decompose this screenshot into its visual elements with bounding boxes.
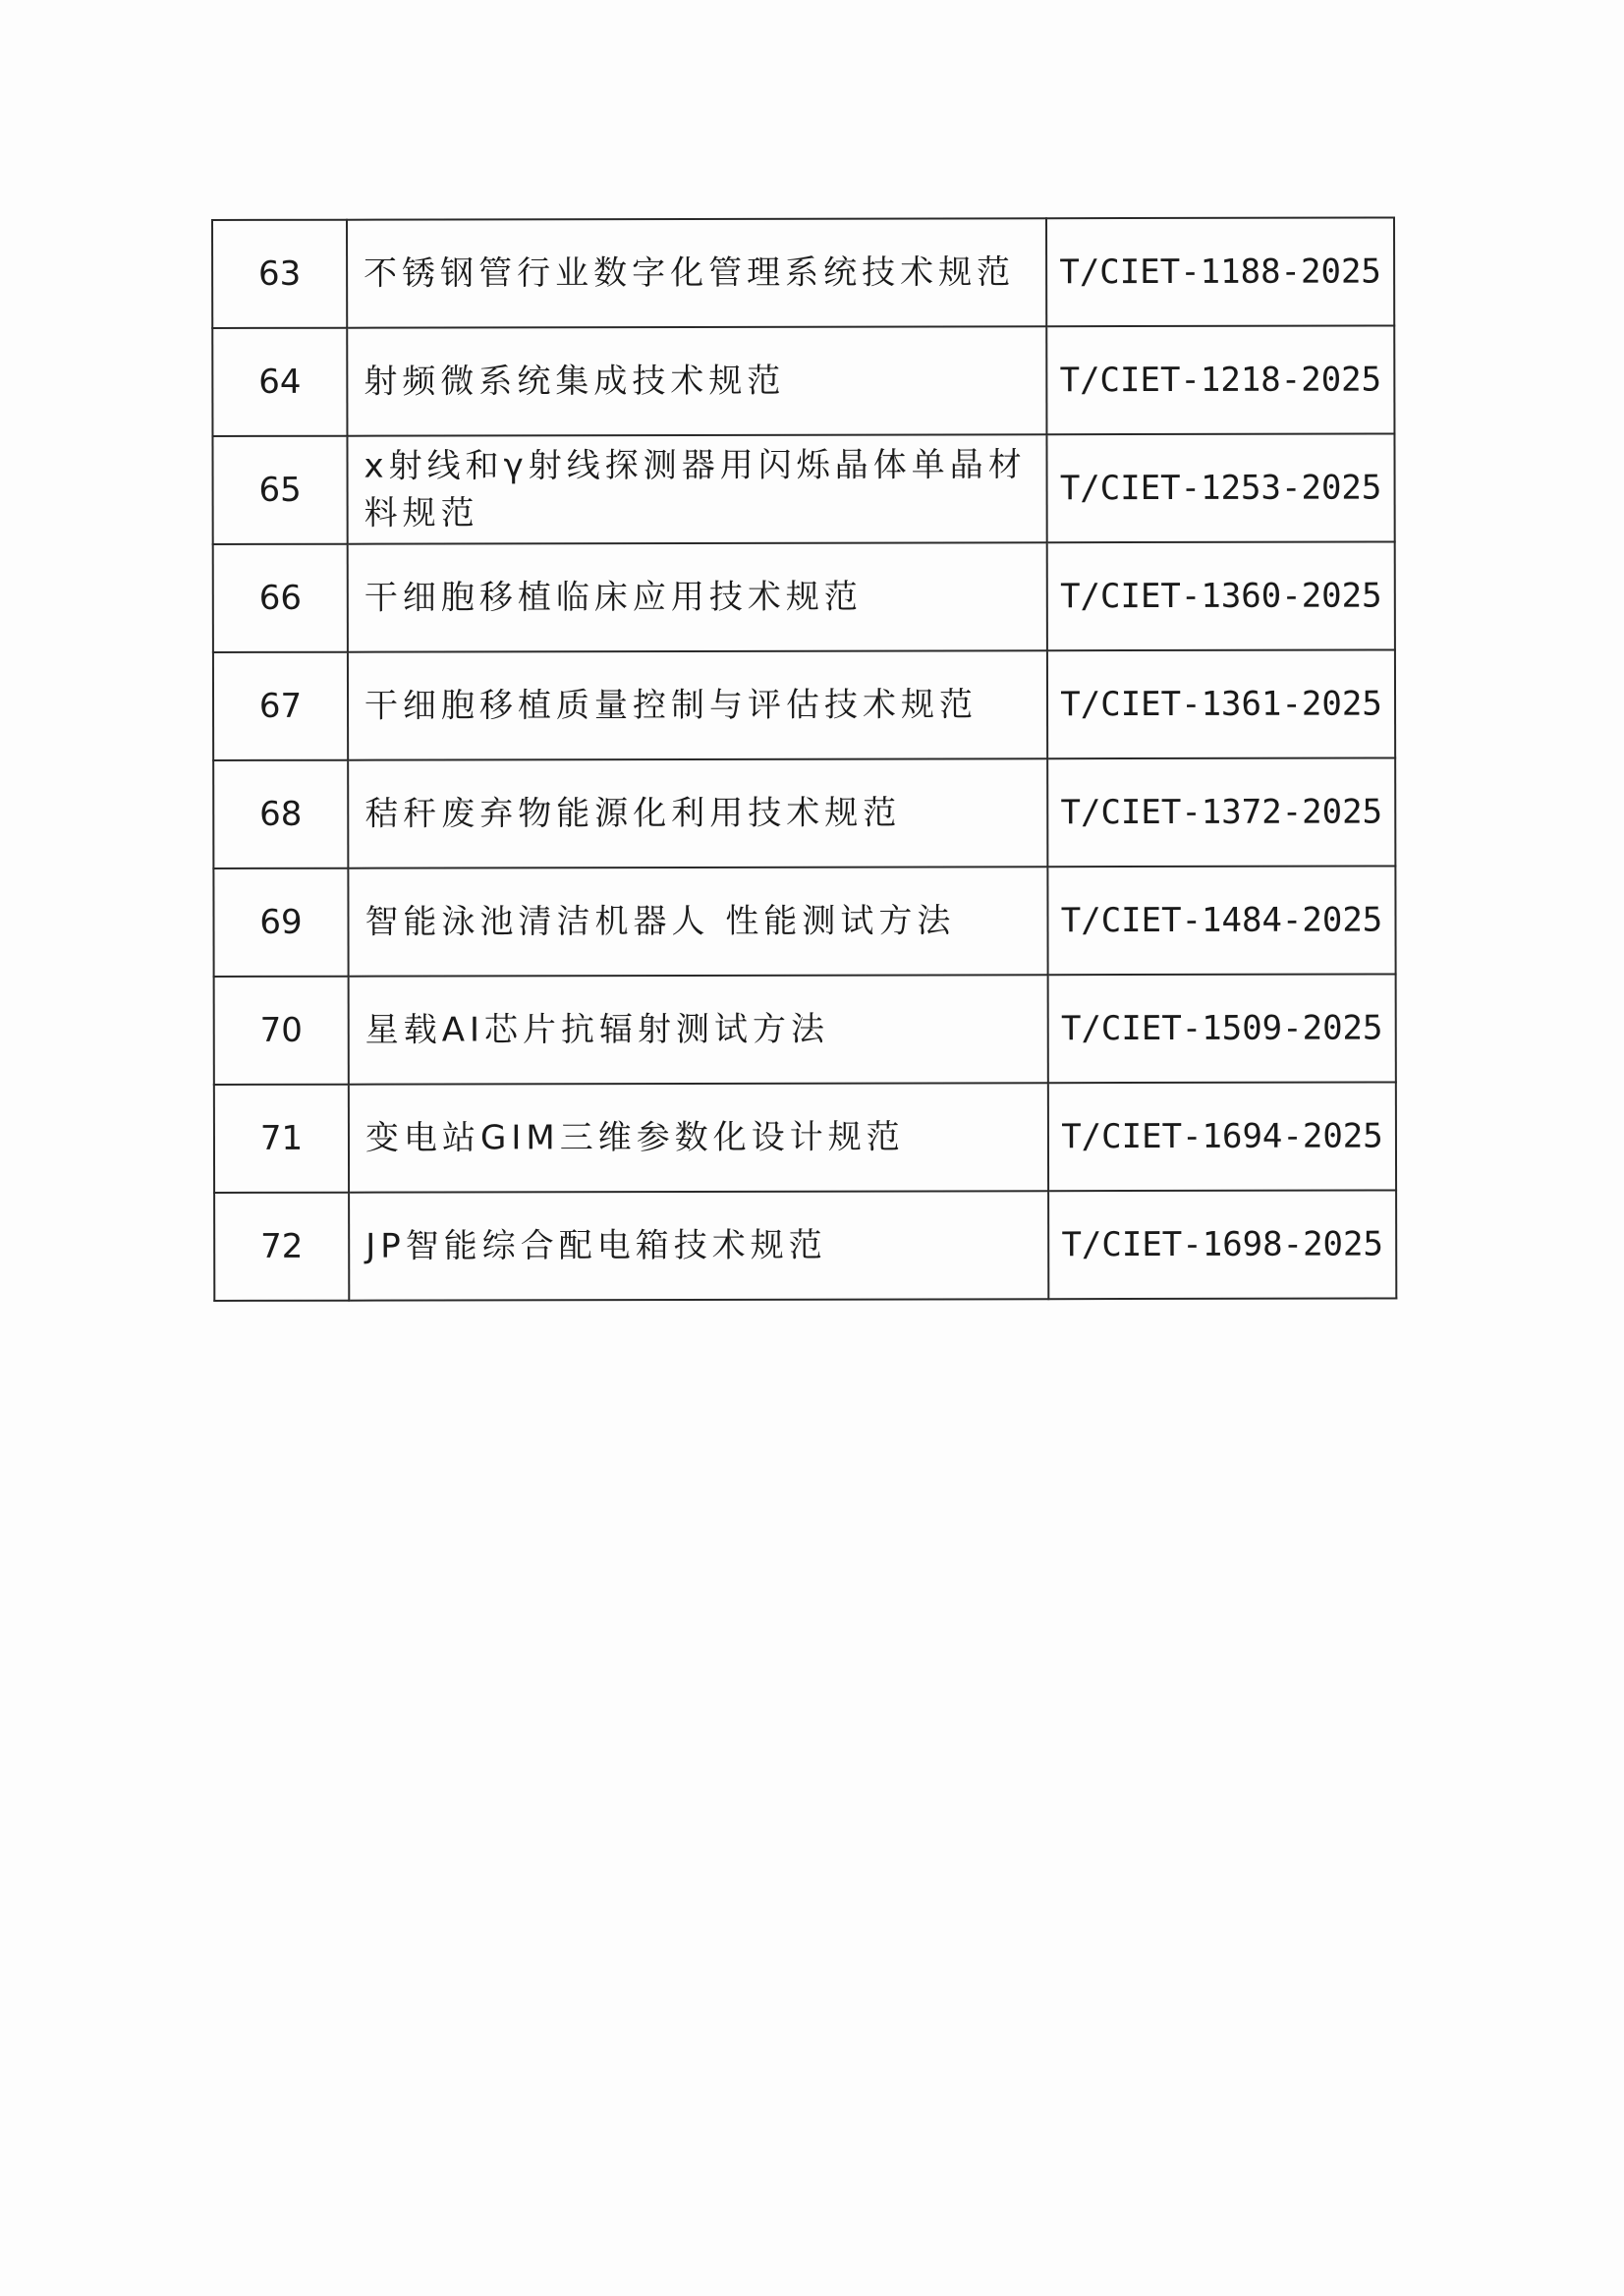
row-number: 65: [212, 436, 347, 544]
standard-code: T/CIET-1188-2025: [1046, 217, 1394, 326]
standard-code: T/CIET-1361-2025: [1047, 649, 1395, 758]
table-row: [212, 325, 1394, 436]
standard-name: x射线和γ射线探测器用闪烁晶体单晶材料规范: [347, 434, 1046, 543]
standard-name: 干细胞移植质量控制与评估技术规范: [348, 650, 1047, 759]
row-number: 64: [212, 328, 347, 436]
table-row: [213, 866, 1395, 977]
standard-code: T/CIET-1698-2025: [1048, 1190, 1396, 1299]
standard-name: 星载AI芯片抗辐射测试方法: [349, 975, 1048, 1084]
row-number: 68: [213, 760, 348, 868]
table-row: [213, 757, 1395, 868]
standard-name: 射频微系统集成技术规范: [347, 326, 1046, 435]
standard-name: 不锈钢管行业数字化管理系统技术规范: [347, 218, 1046, 327]
row-number: 67: [213, 652, 348, 760]
standard-code: T/CIET-1372-2025: [1047, 757, 1395, 867]
table-row: [212, 433, 1394, 544]
table-row: [214, 974, 1396, 1085]
standard-code: T/CIET-1509-2025: [1048, 974, 1396, 1083]
row-number: 71: [214, 1085, 349, 1193]
standard-name: JP智能综合配电箱技术规范: [349, 1191, 1048, 1300]
standard-name: 秸秆废弃物能源化利用技术规范: [348, 758, 1047, 868]
table-row: [214, 1190, 1396, 1301]
standard-code: T/CIET-1360-2025: [1047, 541, 1395, 650]
table-row: [214, 1082, 1396, 1193]
row-number: 66: [213, 544, 348, 652]
row-number: 72: [214, 1193, 349, 1301]
standard-code: T/CIET-1253-2025: [1046, 433, 1394, 542]
row-number: 69: [213, 868, 348, 977]
standard-code: T/CIET-1218-2025: [1046, 325, 1394, 434]
row-number: 70: [214, 977, 349, 1085]
standards-table: [211, 216, 1397, 1302]
standard-name: 变电站GIM三维参数化设计规范: [349, 1083, 1048, 1192]
table-row: [213, 649, 1395, 760]
standard-code: T/CIET-1484-2025: [1047, 866, 1395, 975]
standard-name: 干细胞移植临床应用技术规范: [348, 542, 1047, 651]
standard-name: 智能泳池清洁机器人 性能测试方法: [348, 867, 1047, 976]
row-number: 63: [212, 220, 347, 328]
standard-code: T/CIET-1694-2025: [1048, 1082, 1396, 1191]
table-row: [212, 217, 1394, 328]
table-row: [213, 541, 1395, 652]
